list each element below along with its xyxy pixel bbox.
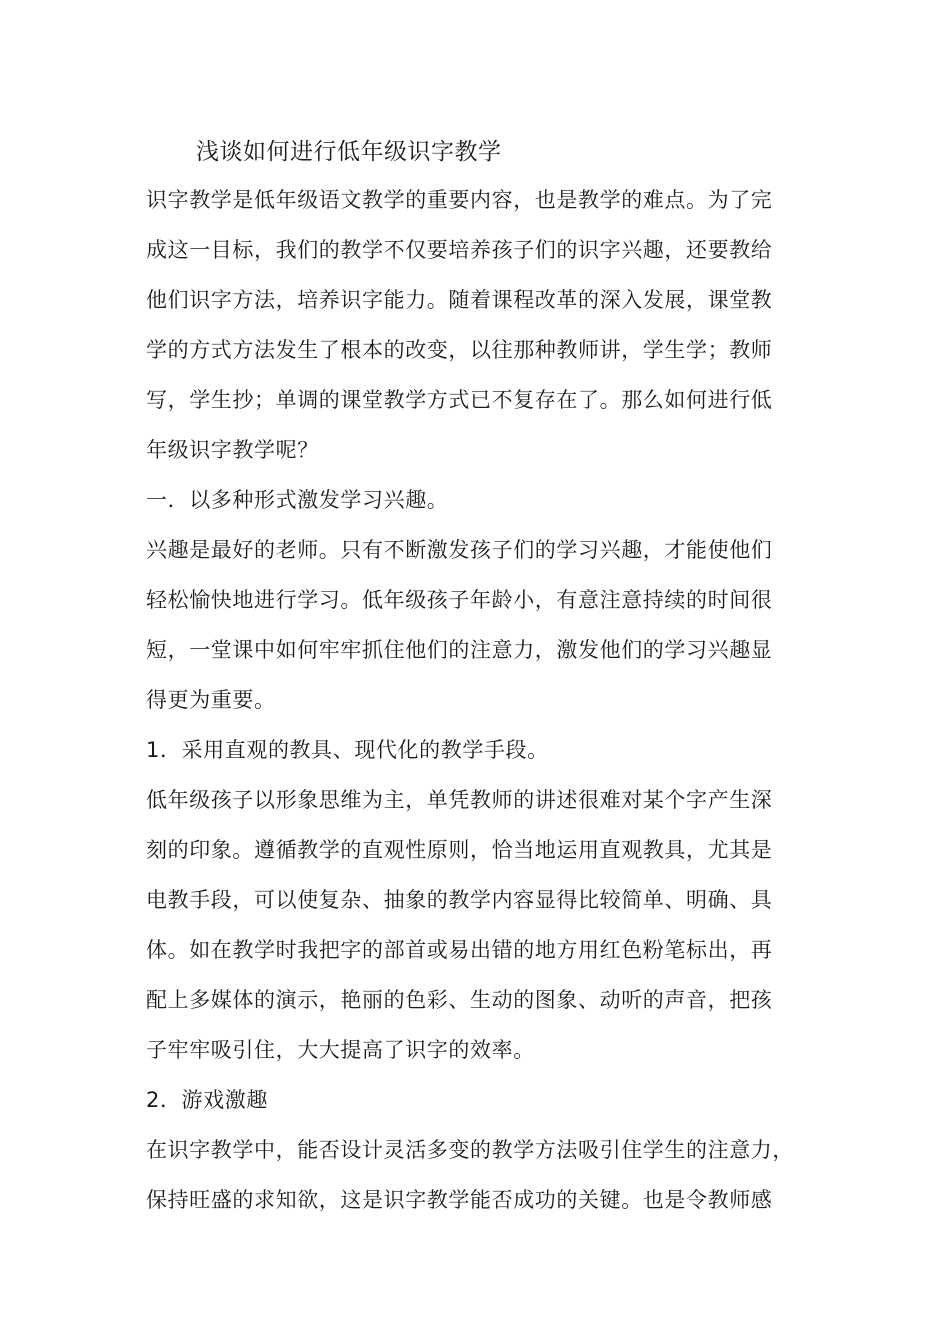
body-line: 写，学生抄；单调的课堂教学方式已不复存在了。那么如何进行低 — [146, 388, 773, 412]
body-line: 低年级孩子以形象思维为主，单凭教师的讲述很难对某个字产生深 — [146, 788, 773, 812]
section-heading: 一．以多种形式激发学习兴趣。 — [146, 488, 449, 512]
subsection-heading: 2．游戏激趣 — [146, 1088, 268, 1112]
body-line: 他们识字方法，培养识字能力。随着课程改革的深入发展，课堂教 — [146, 288, 773, 312]
body-line: 年级识字教学呢？ — [146, 438, 319, 462]
body-line: 短，一堂课中如何牢牢抓住他们的注意力，激发他们的学习兴趣显 — [146, 638, 773, 662]
body-line: 刻的印象。遵循教学的直观性原则，恰当地运用直观教具，尤其是 — [146, 838, 773, 862]
body-line: 电教手段，可以使复杂、抽象的教学内容显得比较简单、明确、具 — [146, 888, 773, 912]
body-line: 兴趣是最好的老师。只有不断激发孩子们的学习兴趣，才能使他们 — [146, 538, 773, 562]
body-line: 体。如在教学时我把字的部首或易出错的地方用红色粉笔标出，再 — [146, 938, 773, 962]
body-line: 配上多媒体的演示，艳丽的色彩、生动的图象、动听的声音，把孩 — [146, 988, 773, 1012]
document-title: 浅谈如何进行低年级识字教学 — [196, 139, 502, 165]
body-line: 识字教学是低年级语文教学的重要内容，也是教学的难点。为了完 — [146, 188, 773, 212]
body-line: 学的方式方法发生了根本的改变，以往那种教师讲，学生学；教师 — [146, 338, 773, 362]
body-line: 成这一目标，我们的教学不仅要培养孩子们的识字兴趣，还要教给 — [146, 238, 773, 262]
body-line: 得更为重要。 — [146, 688, 276, 712]
subsection-heading: 1．采用直观的教具、现代化的教学手段。 — [146, 738, 549, 762]
body-line: 子牢牢吸引住，大大提高了识字的效率。 — [146, 1038, 535, 1062]
body-line: 在识字教学中，能否设计灵活多变的教学方法吸引住学生的注意力， — [146, 1138, 794, 1162]
body-line: 轻松愉快地进行学习。低年级孩子年龄小，有意注意持续的时间很 — [146, 588, 773, 612]
body-line: 保持旺盛的求知欲，这是识字教学能否成功的关键。也是令教师感 — [146, 1188, 773, 1212]
